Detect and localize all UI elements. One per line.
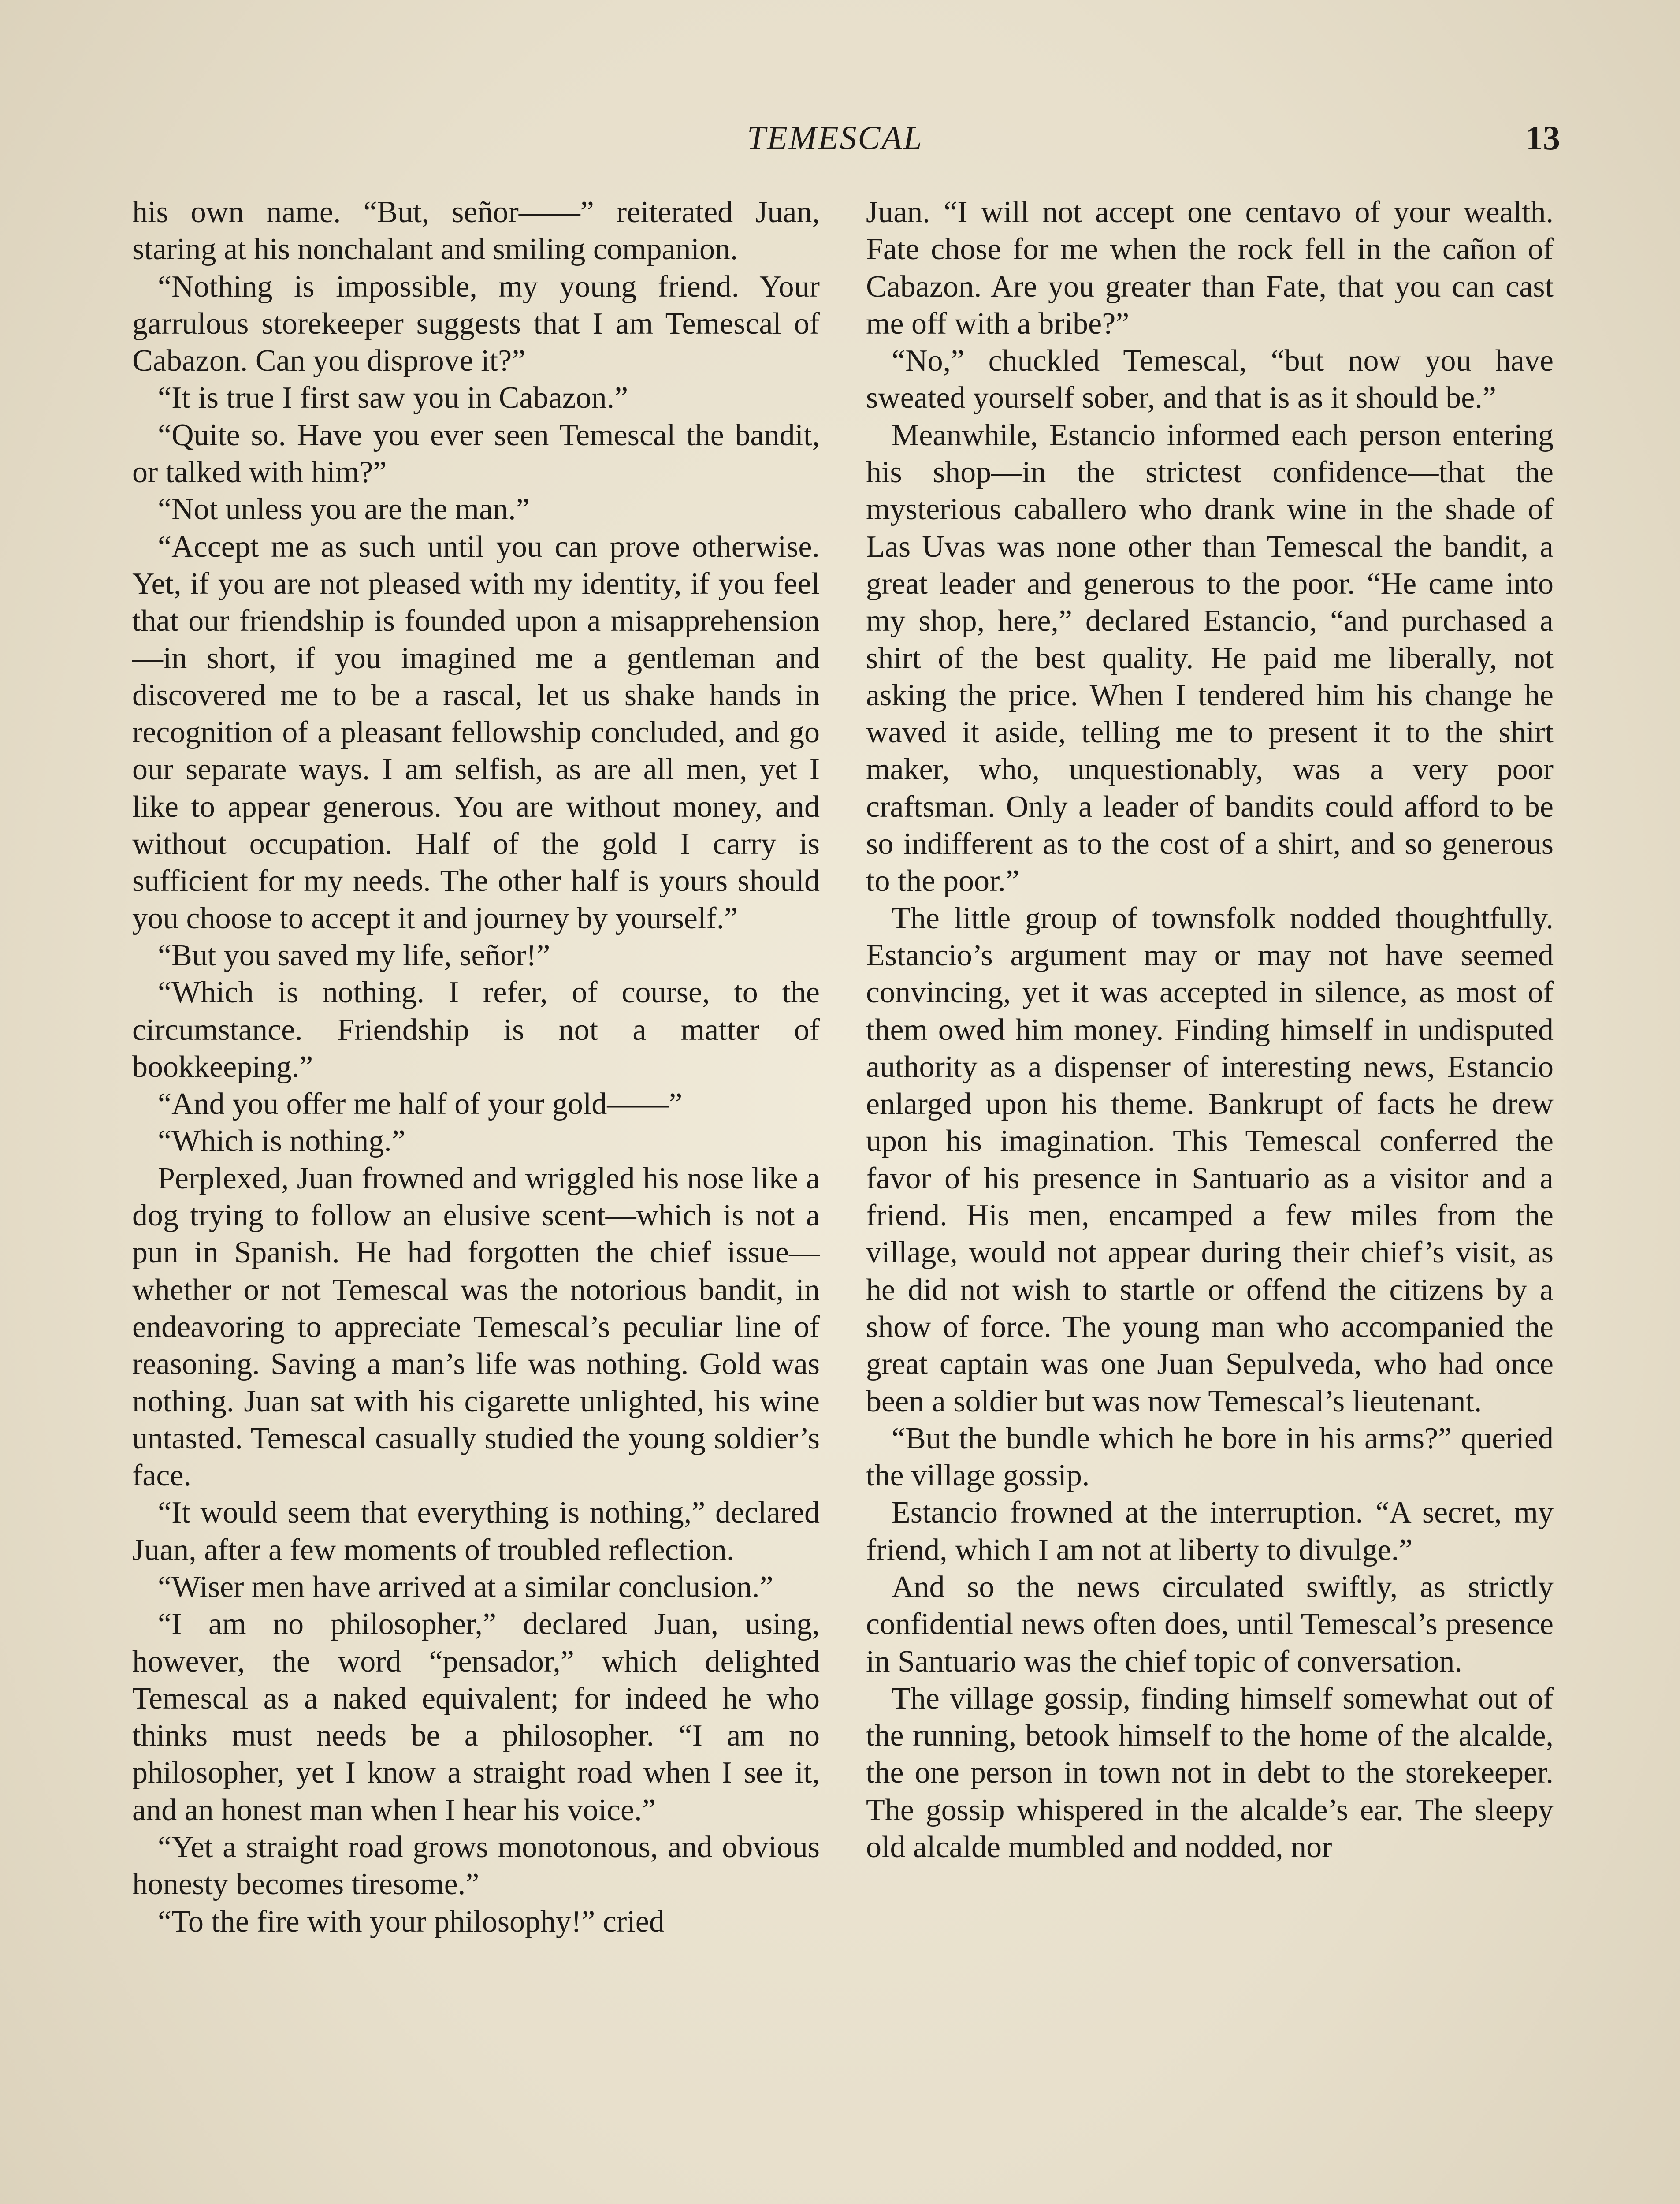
- paragraph: Estancio frowned at the interruption. “A secret, my friend, which I am not at liberty to divulge.”: [866, 1496, 1554, 1567]
- paragraph: “Accept me as such until you can prove otherwise. Yet, if you are not pleased with my identity, if you feel that our friendship is founded upon a misapprehension—in short, if you imagined me a gentleman and discovered me to be a rascal, let us shake hands in recognition of a pleasant fellowship concluded, and go our separate ways. I am selfish, as are all men, yet I like to appear generous. You are without money, and without occupation. Half of the gold I carry is sufficient for my needs. The other half is yours should you choose to accept it and journey by yourself.”: [132, 529, 820, 935]
- paragraph: Perplexed, Juan frowned and wriggled his nose like a dog trying to follow an elusive scent—which is not a pun in Spanish. He had forgotten the chief issue—whether or not Temescal was the notorious bandit, in endeavoring to appreciate Temescal’s peculiar line of reasoning. Saving a man’s life was nothing. Gold was nothing. Juan sat with his cigarette unlighted, his wine untasted. Temescal casually studied the young soldier’s face.: [132, 1161, 820, 1493]
- paragraph: “Not unless you are the man.”: [158, 492, 530, 527]
- paragraph: “But the bundle which he bore in his arms?” queried the village gossip.: [866, 1421, 1554, 1493]
- paragraph: his own name. “But, señor——” reiterated Juan, staring at his nonchalant and smiling companion.: [132, 195, 820, 267]
- paragraph: And so the news circulated swiftly, as strictly confidential news often does, until Temescal’s presence in Santuario was the chief topic of conversation.: [866, 1570, 1554, 1679]
- paragraph: “Yet a straight road grows monotonous, and obvious honesty becomes tiresome.”: [132, 1830, 820, 1902]
- paragraph: Meanwhile, Estancio informed each person entering his shop—in the strictest confidence—that the mysterious caballero who drank wine in the shade of Las Uvas was none other than Temescal the bandit, a great leader and generous to the poor. “He came into my shop, here,” declared Estancio, “and purchased a shirt of the best quality. He paid me liberally, not asking the price. When I tendered him his change he waved it aside, telling me to present it to the shirt maker, who, unquestionably, was a very poor craftsman. Only a leader of bandits could afford to be so indifferent as to the cost of a shirt, and so generous to the poor.”: [866, 418, 1554, 898]
- paragraph: “Which is nothing.”: [158, 1124, 405, 1158]
- paragraph: The little group of townsfolk nodded thoughtfully. Estancio’s argument may or may not have seemed convincing, yet it was accepted in silence, as most of them owed him money. Finding himself in undisputed authority as a dispenser of interesting news, Estancio enlarged upon his theme. Bankrupt of facts he drew upon his imagination. This Temescal conferred the favor of his presence in Santuario as a visitor and a friend. His men, encamped a few miles from the village, would not appear during their chief’s visit, as he did not wish to startle or offend the citizens by a show of force. The young man who accompanied the great captain was one Juan Sepulveda, who had once been a soldier but was now Temescal’s lieutenant.: [866, 901, 1554, 1418]
- paragraph: “Which is nothing. I refer, of course, to the circumstance. Friendship is not a matter of bookkeeping.”: [132, 975, 820, 1084]
- running-header: [0, 114, 1680, 162]
- paragraph: “I am no philosopher,” declared Juan, using, however, the word “pensador,” which delighted Temescal as a naked equivalent; for indeed he who thinks must needs be a philosopher. “I am no philosopher, yet I know a straight road when I see it, and an honest man when I hear his voice.”: [132, 1607, 820, 1827]
- paragraph: Juan. “I will not accept one centavo of your wealth. Fate chose for me when the rock fell in the cañon of Cabazon. Are you greater than Fate, that you can cast me off with a bribe?”: [866, 195, 1554, 341]
- paragraph: “Quite so. Have you ever seen Temescal the bandit, or talked with him?”: [132, 418, 820, 490]
- paragraph: “Nothing is impossible, my young friend. Your garrulous storekeeper suggests that I am Temescal of Cabazon. Can you disprove it?”: [132, 269, 820, 378]
- paragraph: “It is true I first saw you in Cabazon.”: [158, 381, 628, 415]
- page-number: 13: [1526, 119, 1560, 157]
- left-column: [132, 194, 820, 2204]
- paragraph: “No,” chuckled Temescal, “but now you have sweated yourself sober, and that is as it should be.”: [866, 344, 1554, 415]
- paragraph: “It would seem that everything is nothing,” declared Juan, after a few moments of troubled reflection.: [132, 1496, 820, 1567]
- paragraph: “To the fire with your philosophy!” cried: [158, 1904, 665, 1939]
- running-title: TEMESCAL: [747, 119, 923, 156]
- paragraph: “But you saved my life, señor!”: [158, 938, 550, 972]
- right-column: [866, 194, 1554, 2204]
- paragraph: “And you offer me half of your gold——”: [158, 1087, 683, 1121]
- paragraph: “Wiser men have arrived at a similar conclusion.”: [158, 1570, 773, 1604]
- paragraph: The village gossip, finding himself somewhat out of the running, betook himself to the home of the alcalde, the one person in town not in debt to the storekeeper. The gossip whispered in the alcalde’s ear. The sleepy old alcalde mumbled and nodded, nor: [866, 1681, 1554, 1865]
